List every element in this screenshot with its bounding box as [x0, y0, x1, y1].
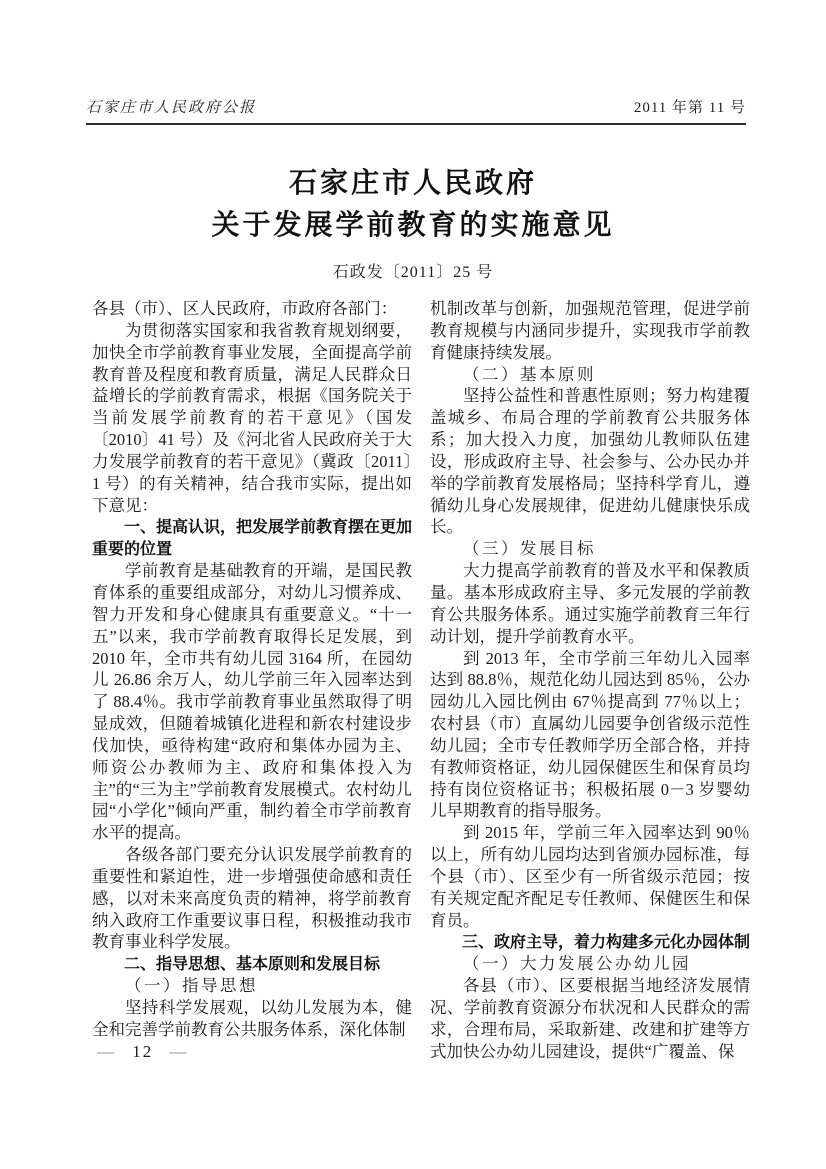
paragraph: 大力提高学前教育的普及水平和保教质量。基本形成政府主导、多元发展的学前教育公共服务体系。通过实施学前教育三年行动计划，提升学前教育水平。 [430, 561, 750, 646]
sub-heading: （二）基本原则 [463, 364, 596, 384]
issue-number: 2011 年第 11 号 [633, 100, 746, 116]
paragraph: 机制改革与创新，加强规范管理，促进学前教育规模与内涵同步提升，实现我市学前教育健康持续发展。 [430, 299, 750, 362]
sub-heading: （三）发展目标 [463, 539, 596, 559]
paragraph: 各县（市）、区要根据当地经济发展情况、学前教育资源分布状况和人民群众的需求，合理布局，采取新建、改建和扩建等方式加快公办幼儿园建设，提供“广覆盖、保 [430, 976, 750, 1061]
paragraph: 到 2015 年，学前三年入园率达到 90％以上，所有幼儿园均达到省颁办园标准，每个县（市）、区至少有一所省级示范园；按有关规定配齐配足专任教师、保健医生和保育员。 [430, 823, 750, 930]
paragraph: 学前教育是基础教育的开端，是国民教育体系的重要组成部分，对幼儿习惯养成、智力开发和身心健康具有重要意义。“十一五”以来，我市学前教育取得长足发展，到 2010 年，全市共有幼儿园 3164 所，在园幼儿 26.86 余万人，幼儿学前三年入园率达到了 88.4％。我市学前教育事业虽然取得了明显成效，但随着城镇化进程和新农村建设步伐加快，亟待构建“政府和集体办园为主、师资公办教师为主、政府和集体投入为主”的“三为主”学前教育发展模式。农村幼儿园“小学化”倾向严重，制约着全市学前教育水平的提高。 [92, 561, 412, 843]
footer-dash-left: — [97, 1042, 116, 1061]
right-column [430, 298, 750, 1063]
section-heading: 一、提高认识，把发展学前教育摆在更加重要的位置 [92, 517, 413, 559]
footer-dash-right: — [169, 1042, 189, 1061]
paragraph: 各级各部门要充分认识发展学前教育的重要性和紧迫性，进一步增强使命感和责任感，以对未来高度负责的精神，将学前教育纳入政府工作重要议事日程，积极推动我市教育事业科学发展。 [92, 845, 412, 952]
body-columns [92, 298, 750, 1063]
paragraph: 坚持科学发展观，以幼儿发展为本，健全和完善学前教育公共服务体系，深化体制 [92, 998, 412, 1039]
document-number: 石政发〔2011〕25 号 [332, 264, 494, 281]
document-title [0, 163, 826, 247]
left-column [92, 298, 412, 1063]
section-heading: 二、指导思想、基本原则和发展目标 [124, 954, 381, 974]
document-title-line-2: 关于发展学前教育的实施意见 [211, 210, 615, 241]
publication-name: 石家庄市人民政府公报 [86, 100, 257, 116]
sub-heading: （一）大力发展公办幼儿园 [463, 954, 691, 974]
paragraph: 坚持公益性和普惠性原则；努力构建覆盖城乡、布局合理的学前教育公共服务体系；加大投入力度，加强幼儿教师队伍建设，形成政府主导、社会参与、公办民办并举的学前教育发展格局；坚持科学育儿，遵循幼儿身心发展规律，促进幼儿健康快乐成长。 [430, 386, 750, 537]
footer-page-number: 12 [132, 1042, 154, 1061]
sub-heading: （一）指导思想 [125, 976, 258, 996]
gazette-header [86, 96, 746, 125]
document-title-line-1: 石家庄市人民政府 [288, 168, 537, 199]
paragraph: 到 2013 年，全市学前三年幼儿入园率达到 88.8％，规范化幼儿园达到 85％，公办园幼儿入园比例由 67％提高到 77％以上；农村县（市）直属幼儿园要争创省级示范性幼儿园；全市专任教师学历全部合格，并持有教师资格证，幼儿园保健医生和保育员均持有岗位资格证书；积极拓展 0－3 岁婴幼儿早期教育的指导服务。 [430, 648, 750, 821]
page-footer [97, 1042, 189, 1062]
paragraph: 为贯彻落实国家和我省教育规划纲要，加快全市学前教育事业发展，全面提高学前教育普及程度和教育质量，满足人民群众日益增长的学前教育需求，根据《国务院关于当前发展学前教育的若干意见》（国发〔2010〕41 号）及《河北省人民政府关于大力发展学前教育的若干意见》（冀政〔2011〕1 号）的有关精神，结合我市实际，提出如下意见： [92, 320, 412, 515]
paragraph: 各县（市）、区人民政府，市政府各部门： [92, 299, 398, 318]
section-heading: 三、政府主导，着力构建多元化办园体制 [462, 932, 751, 952]
